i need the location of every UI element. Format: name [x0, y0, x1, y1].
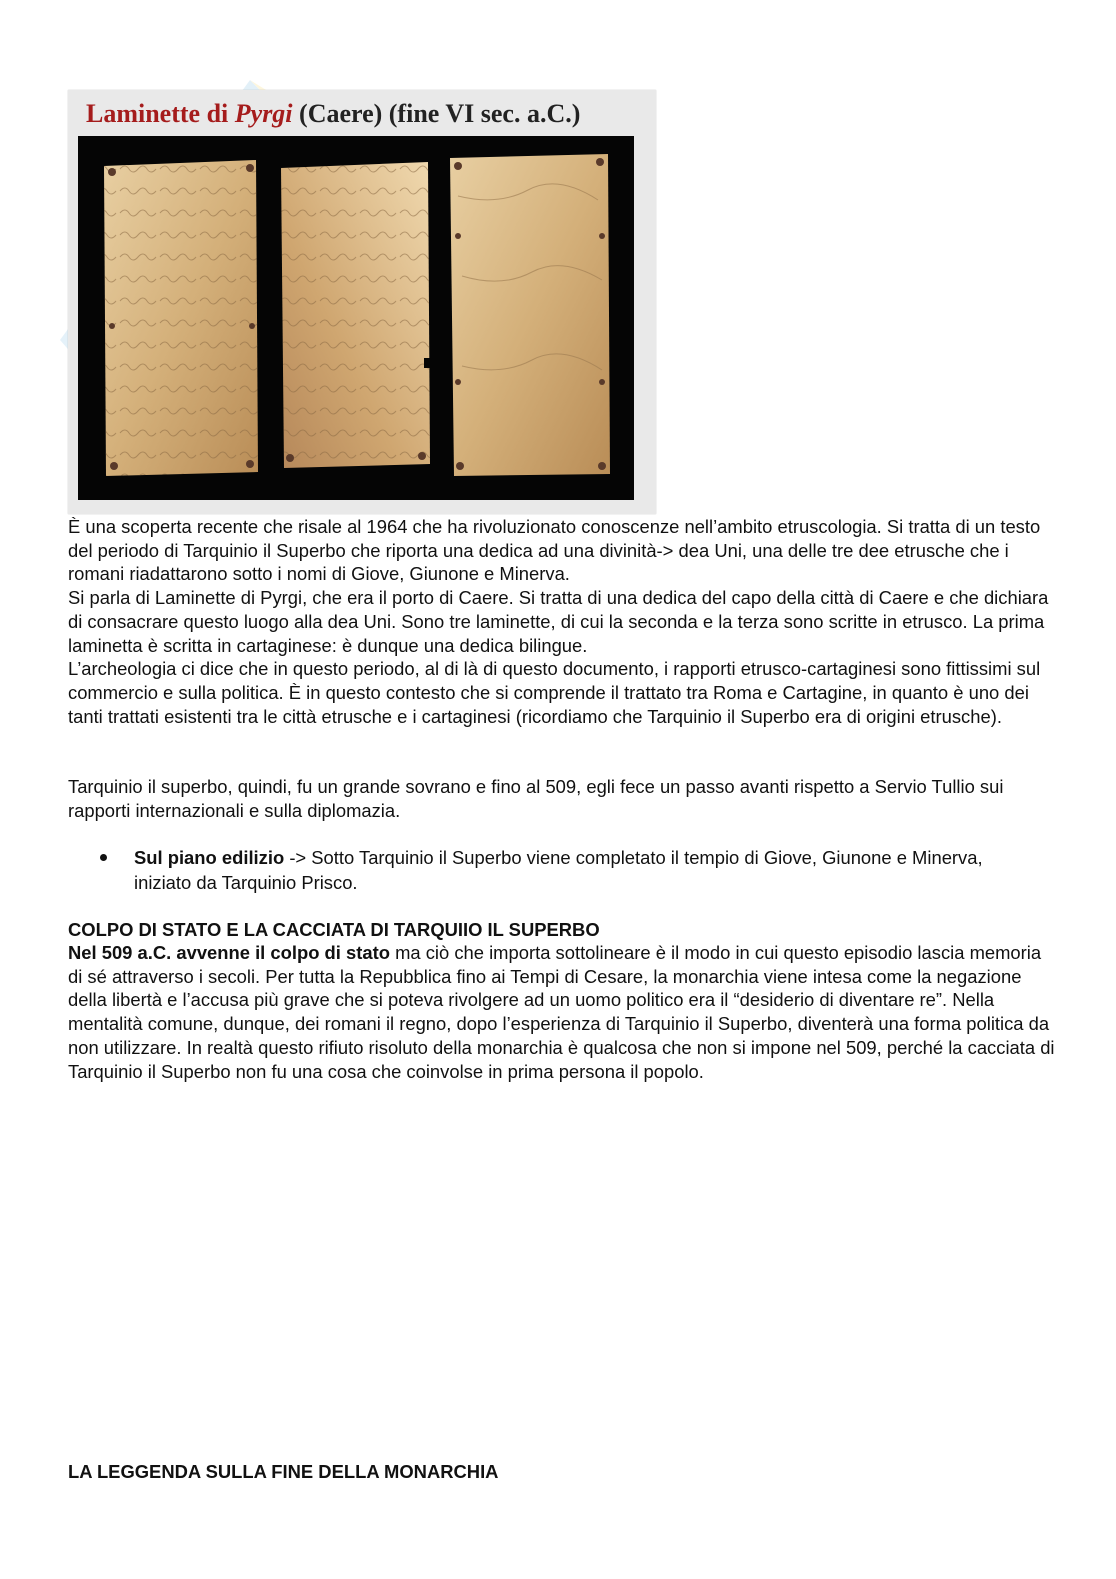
- bullet-dot: [100, 854, 107, 861]
- figure-title-prefix: Laminette di: [86, 99, 235, 128]
- section-heading-colpo-di-stato: COLPO DI STATO E LA CACCIATA DI TARQUIIO IL SUPERBO: [68, 919, 600, 940]
- figure-title-red: [86, 99, 293, 128]
- bullet-rest: -> Sotto Tarquinio il Superbo viene completato il tempio di Giove, Giunone e Minerva, iniziato da Tarquinio Prisco.: [134, 847, 983, 893]
- paragraph-colpo-di-stato: [68, 941, 1058, 1083]
- plate-3: [450, 154, 610, 476]
- figure-title-italic: Pyrgi: [234, 99, 293, 128]
- paragraph-tarquinio-text: Tarquinio il superbo, quindi, fu un grande sovrano e fino al 509, egli fece un passo avanti rispetto a Servio Tullio sui rapporti internazionali e sulla diplomazia.: [68, 776, 1004, 821]
- figure-title-rest: (Caere) (fine VI sec. a.C.): [292, 99, 581, 128]
- figure-laminette: [68, 90, 656, 514]
- paragraph-colpo-lead: Nel 509 a.C. avvenne il colpo di stato: [68, 942, 390, 963]
- laminette-plates-illustration: [78, 136, 634, 500]
- figure-title: [86, 94, 580, 134]
- paragraph-pyrgi-line-1: È una scoperta recente che risale al 1964 che ha rivoluzionato conoscenze nell’ambito etruscologia. Si tratta di un testo del periodo di Tarquinio il Superbo che riporta una dedica ad una divinità-> dea Uni, una delle tre dee etrusche che i romani riadattarono sotto i nomi di Giove, Giunone e Minerva.: [68, 516, 1041, 585]
- laminette-photo: [78, 136, 634, 500]
- plate-2: [273, 162, 432, 468]
- bullet-item: [134, 845, 1034, 895]
- plate-1: [104, 160, 258, 476]
- paragraph-pyrgi: [68, 515, 1058, 728]
- section-heading-leggenda: LA LEGGENDA SULLA FINE DELLA MONARCHIA: [68, 1461, 499, 1482]
- paragraph-colpo-body: ma ciò che importa sottolineare è il modo in cui questo episodio lascia memoria di sé attraverso i secoli. Per tutta la Repubblica fino ai Tempi di Cesare, la monarchia viene intesa come la negazione della libertà e l’accusa più grave che si poteva rivolgere ad un uomo politico era il “desiderio di diventare re”. Nella mentalità comune, dunque, dei romani il regno, dopo l’esperienza di Tarquinio il Superbo, diventerà una forma politica da non utilizzare. In realtà questo rifiuto risoluto della monarchia è qualcosa che non si impone nel 509, perché la cacciata di Tarquinio il Superbo non fu una cosa che coinvolse in prima persona il popolo.: [68, 942, 1055, 1082]
- paragraph-tarquinio: [68, 775, 1058, 822]
- paragraph-pyrgi-line-2: Si parla di Laminette di Pyrgi, che era il porto di Caere. Si tratta di una dedica del capo della città di Caere e che dichiara di consacrare questo luogo alla dea Uni. Sono tre laminette, di cui la seconda e la terza sono scritte in etrusco. La prima laminetta è scritta in cartaginese: è dunque una dedica bilingue.: [68, 587, 1049, 656]
- paragraph-pyrgi-line-3: L’archeologia ci dice che in questo periodo, al di là di questo documento, i rapporti etrusco-cartaginesi sono fittissimi sul commercio e sulla politica. È in questo contesto che si comprende il trattato tra Roma e Cartagine, in quanto è uno dei tanti trattati esistenti tra le città etrusche e i cartaginesi (ricordiamo che Tarquinio il Superbo era di origini etrusche).: [68, 658, 1041, 727]
- bullet-bold: Sul piano edilizio: [134, 847, 285, 868]
